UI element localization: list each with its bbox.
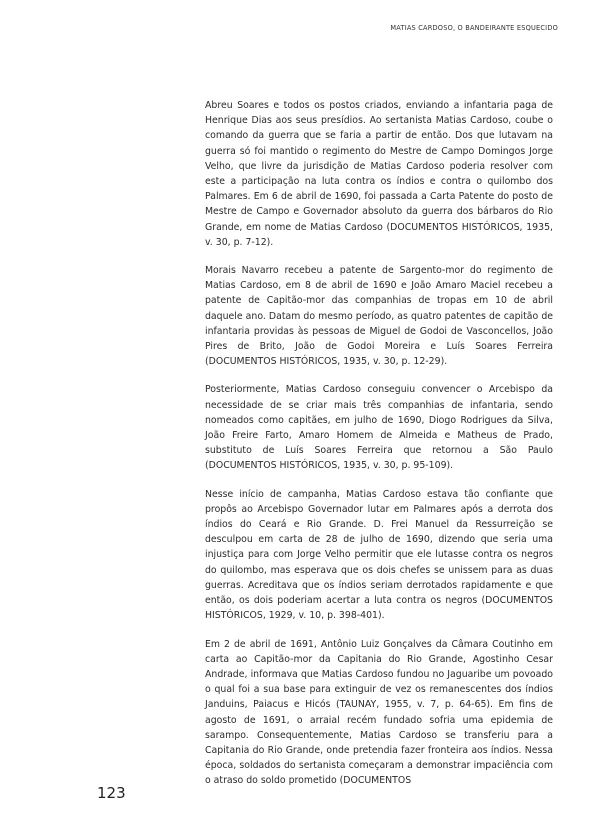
- paragraph: Posteriormente, Matias Cardoso conseguiu convencer o Arcebispo da necessidade de se criar mais três companhias de infantaria, sendo nomeados como capitães, em julho de 1690, Diogo Rodrigues da Silva, João Freire Farto, Amaro Homem de Almeida e Matheus de Prado, substituto de Luís Soares Ferreira que retornou a São Paulo (DOCUMENTOS HISTÓRICOS, 1935, v. 30, p. 95-109).: [205, 384, 553, 472]
- paragraph: Abreu Soares e todos os postos criados, enviando a infantaria paga de Henrique Dias aos seus presídios. Ao sertanista Matias Cardoso, coube o comando da guerra que se faria a partir de então. Dos que lutavam na guerra só foi mantido o regimento do Mestre de Campo Domingos Jorge Velho, que livre da jurisdição de Matias Cardoso poderia resolver com este a participação na luta contra os índios e contra o quilombo dos Palmares. Em 6 de abril de 1690, foi passada a Carta Patente do posto de Mestre de Campo e Governador absoluto da guerra dos bárbaros do Rio Grande, em nome de Matias Cardoso (DOCUMENTOS HISTÓRICOS, 1935, v. 30, p. 7-12).: [205, 100, 553, 248]
- page-number: 123: [97, 784, 126, 802]
- paragraph: Em 2 de abril de 1691, Antônio Luiz Gonçalves da Câmara Coutinho em carta ao Capitão-mor da Capitania do Rio Grande, Agostinho Cesar Andrade, informava que Matias Cardoso fundou no Jaguaribe um povoado o qual foi a sua base para extinguir de vez os remanescentes dos índios Janduins, Paiacus e Hicós (TAUNAY, 1955, v. 7, p. 64-65). Em fins de agosto de 1691, o arraial recém fundado sofria uma epidemia de sarampo. Consequentemente, Matias Cardoso se transferiu para a Capitania do Rio Grande, onde pretendia fazer fronteira aos índios. Nessa época, soldados do sertanista começaram a demonstrar impaciência com o atraso do soldo prometido (DOCUMENTOS: [205, 638, 553, 787]
- paragraph: Morais Navarro recebeu a patente de Sargento-mor do regimento de Matias Cardoso, em 8 de abril de 1690 e João Amaro Maciel recebeu a patente de Capitão-mor das companhias de tropas em 10 de abril daquele ano. Datam do mesmo período, as quatro patentes de capitão de infantaria providas às pessoas de Miguel de Godoi de Vasconcellos, João Pires de Brito, João de Godoi Moreira e Luís Soares Ferreira (DOCUMENTOS HISTÓRICOS, 1935, v. 30, p. 12-29).: [205, 265, 553, 368]
- paragraph: Nesse início de campanha, Matias Cardoso estava tão confiante que propôs ao Arcebispo Governador lutar em Palmares após a derrota dos índios do Ceará e Rio Grande. D. Frei Manuel da Ressurreição se desculpou em carta de 28 de julho de 1690, dizendo que seria uma injustiça para com Jorge Velho permitir que ele lutasse contra os negros do quilombo, mas esperava que os dois chefes se unissem para as duas guerras. Acreditava que os índios seriam derrotados rapidamente e que então, os dois poderiam acertar a luta contra os negros (DOCUMENTOS HISTÓRICOS, 1929, v. 10, p. 398-401).: [205, 488, 553, 622]
- running-header: MATIAS CARDOSO, O BANDEIRANTE ESQUECIDO: [390, 24, 558, 32]
- body-text: [205, 98, 553, 802]
